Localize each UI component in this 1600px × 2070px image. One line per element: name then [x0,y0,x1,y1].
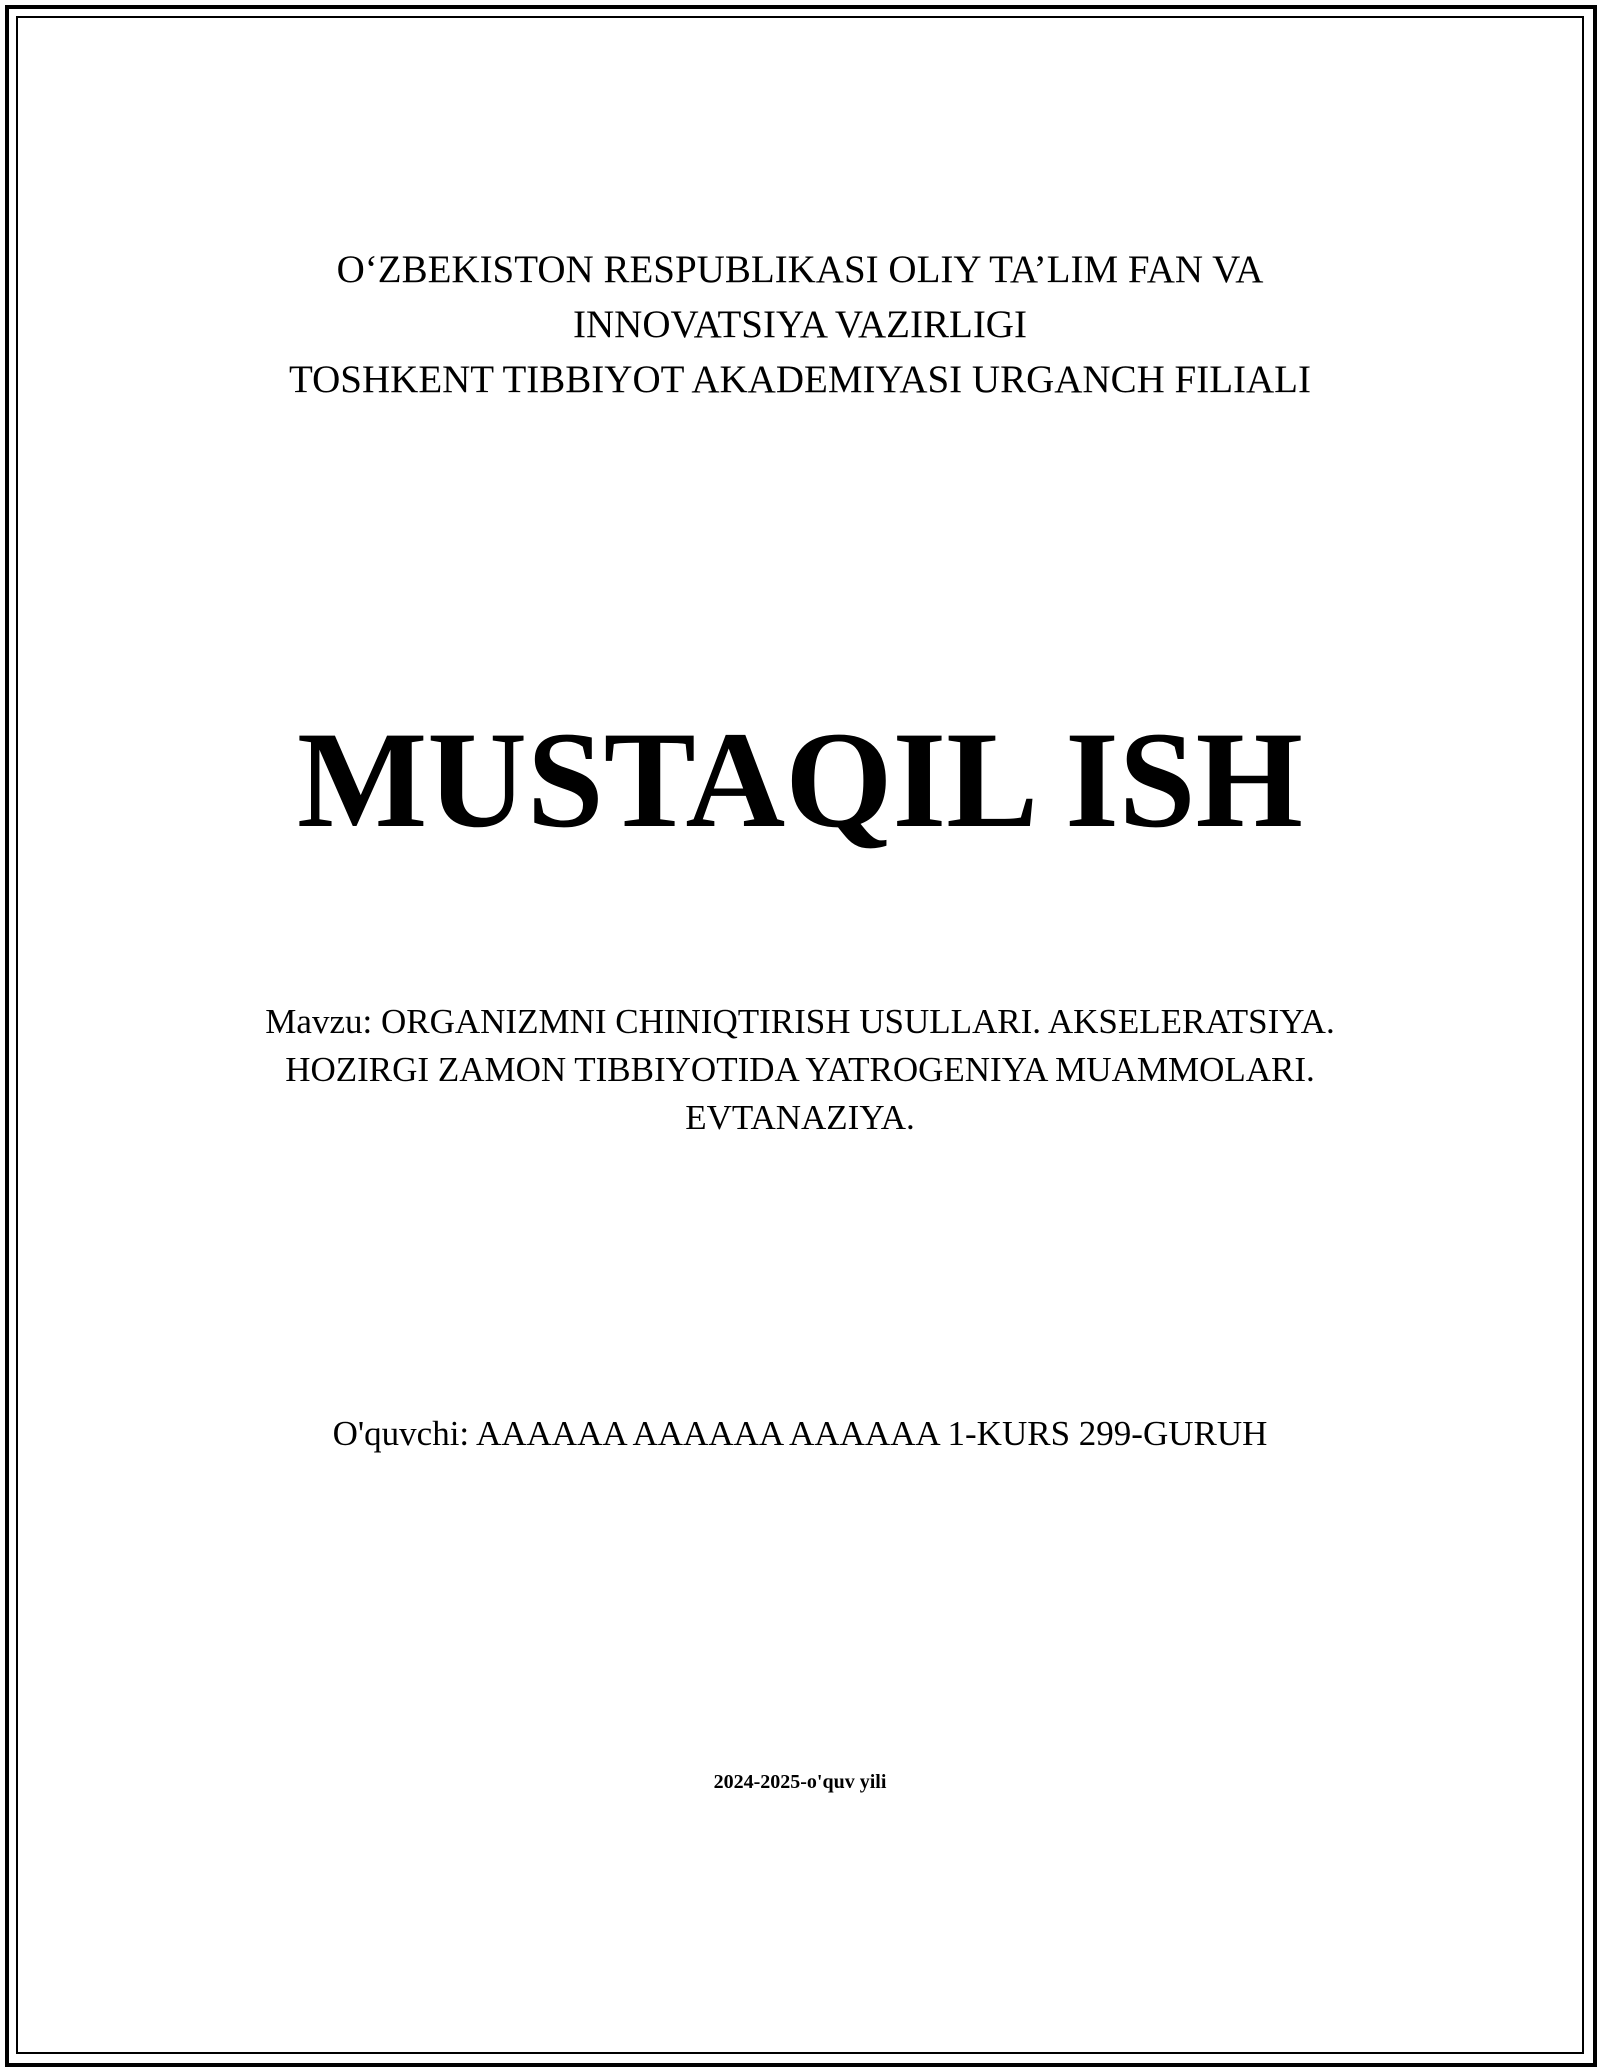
topic-line-1: Mavzu: ORGANIZMNI CHINIQTIRISH USULLARI. AKSELERATSIYA. [265,1002,1335,1041]
topic-line-3: EVTANAZIYA. [685,1098,915,1137]
academic-year: 2024-2025-o'quv yili [713,1771,887,1793]
header-line-3: TOSHKENT TIBBIYOT AKADEMIYASI URGANCH FILIALI [289,358,1311,401]
document-title: MUSTAQIL ISH [297,703,1303,856]
institution-header [0,242,1600,407]
header-line-2: INNOVATSIYA VAZIRLIGI [573,303,1027,346]
student-info: O'quvchi: AAAAAA AAAAAA AAAAAA 1-KURS 299-GURUH [332,1414,1268,1453]
header-line-1: O‘ZBEKISTON RESPUBLIKASI OLIY TA’LIM FAN VA [336,248,1264,291]
topic-line-2: HOZIRGI ZAMON TIBBIYOTIDA YATROGENIYA MUAMMOLARI. [285,1050,1315,1089]
topic-block [0,998,1600,1142]
